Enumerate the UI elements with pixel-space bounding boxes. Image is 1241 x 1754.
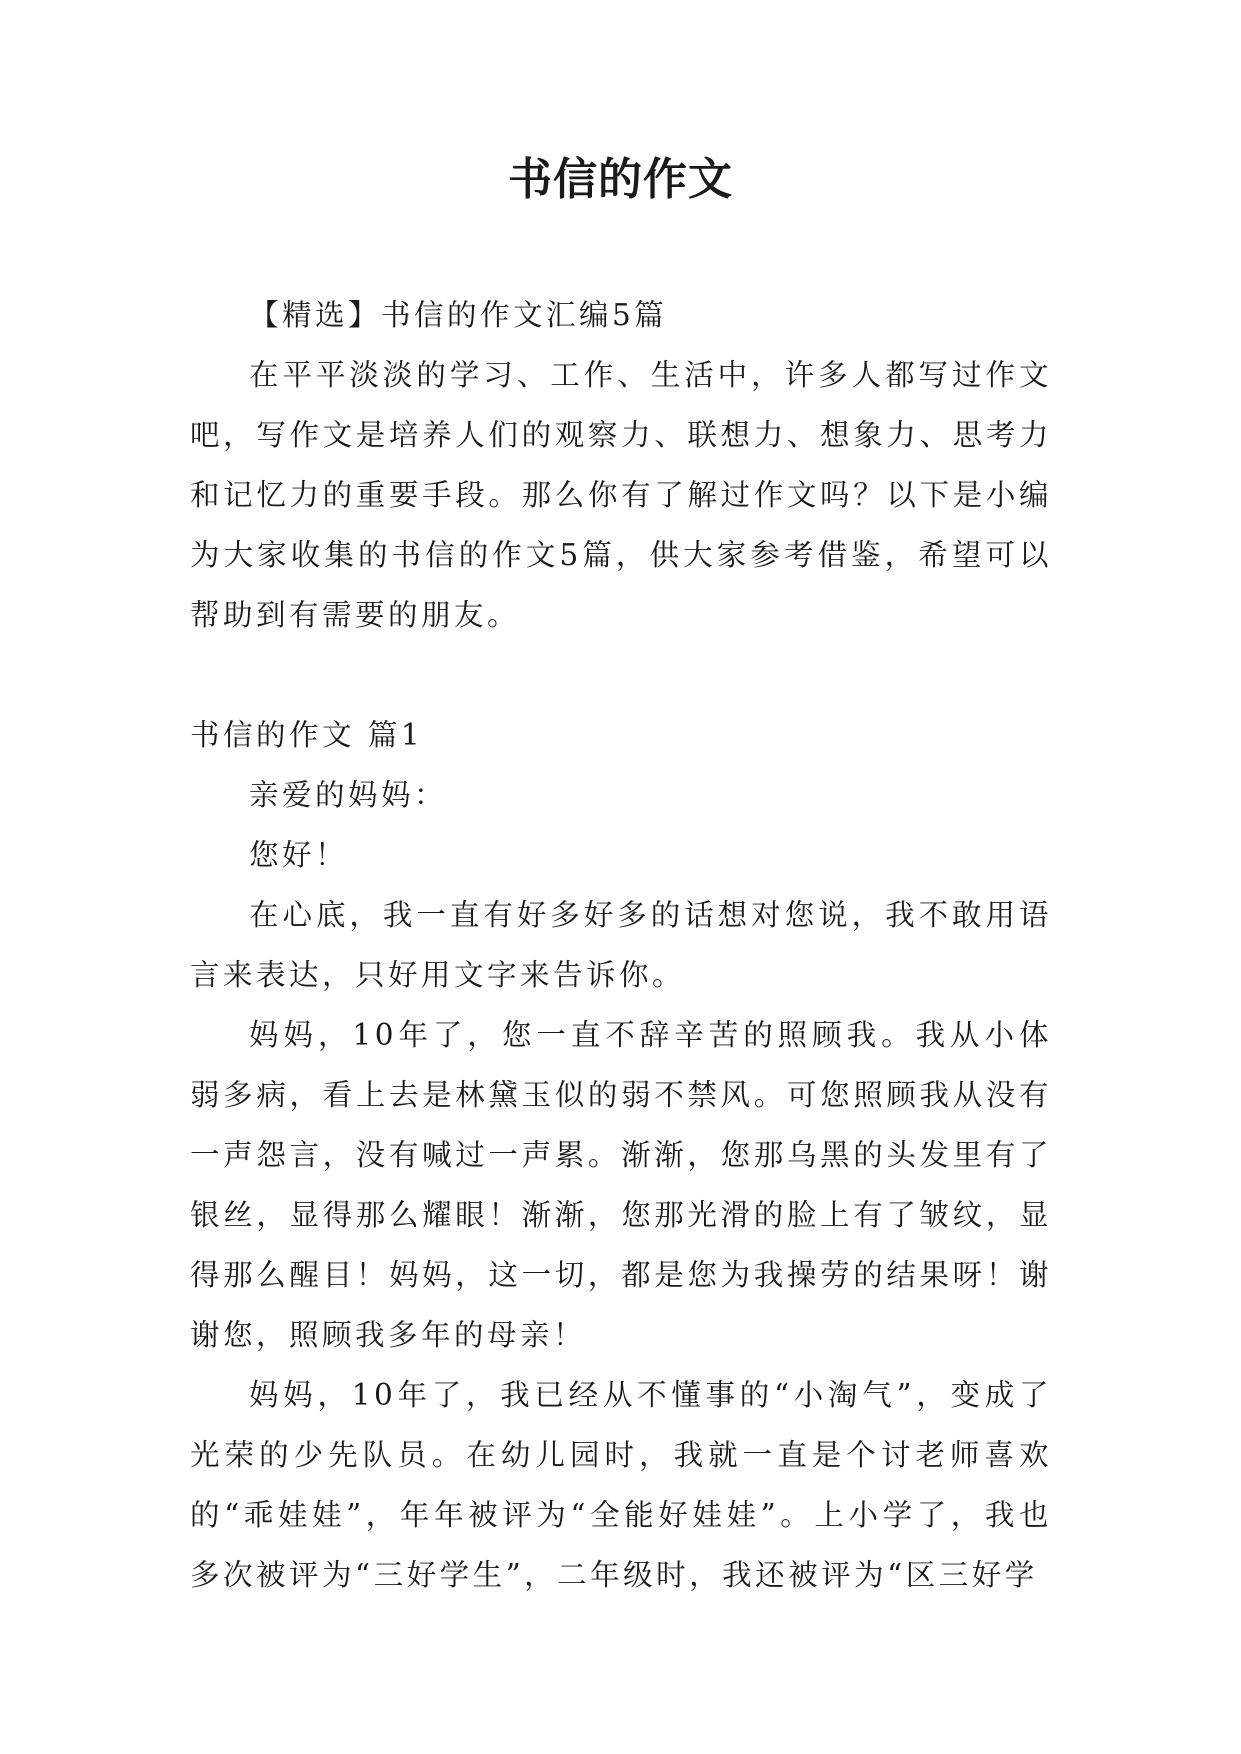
letter-salutation: 亲爱的妈妈： bbox=[249, 778, 448, 812]
document-body bbox=[190, 285, 1052, 1605]
letter-paragraph: 在心底，我一直有好多好多的话想对您说，我不敢用语言来表达，只好用文字来告诉你。 bbox=[190, 898, 1052, 992]
letter-paragraph: 妈妈，10年了，我已经从不懂事的“小淘气”，变成了光荣的少先队员。在幼儿园时，我就一直是个讨老师喜欢的“乖娃娃”，年年被评为“全能好娃娃”。上小学了，我也多次被评为“三好学生”，二年级时，我还被评为“区三好学 bbox=[190, 1378, 1052, 1592]
section-heading: 书信的作文 篇1 bbox=[190, 718, 424, 752]
document-title: 书信的作文 bbox=[508, 154, 733, 205]
letter-greeting: 您好！ bbox=[249, 838, 349, 872]
letter-paragraph: 妈妈，10年了，您一直不辞辛苦的照顾我。我从小体弱多病，看上去是林黛玉似的弱不禁风。可您照顾我从没有一声怨言，没有喊过一声累。渐渐，您那乌黑的头发里有了银丝，显得那么耀眼！渐渐，您那光滑的脸上有了皱纹，显得那么醒目！妈妈，这一切，都是您为我操劳的结果呀！谢谢您，照顾我多年的母亲！ bbox=[190, 1018, 1052, 1352]
intro-paragraph: 在平平淡淡的学习、工作、生活中，许多人都写过作文吧，写作文是培养人们的观察力、联想力、想象力、思考力和记忆力的重要手段。那么你有了解过作文吗？以下是小编为大家收集的书信的作文5篇，供大家参考借鉴，希望可以帮助到有需要的朋友。 bbox=[190, 358, 1052, 632]
section-spacer bbox=[190, 645, 1052, 705]
document-subtitle: 【精选】书信的作文汇编5篇 bbox=[249, 298, 668, 332]
